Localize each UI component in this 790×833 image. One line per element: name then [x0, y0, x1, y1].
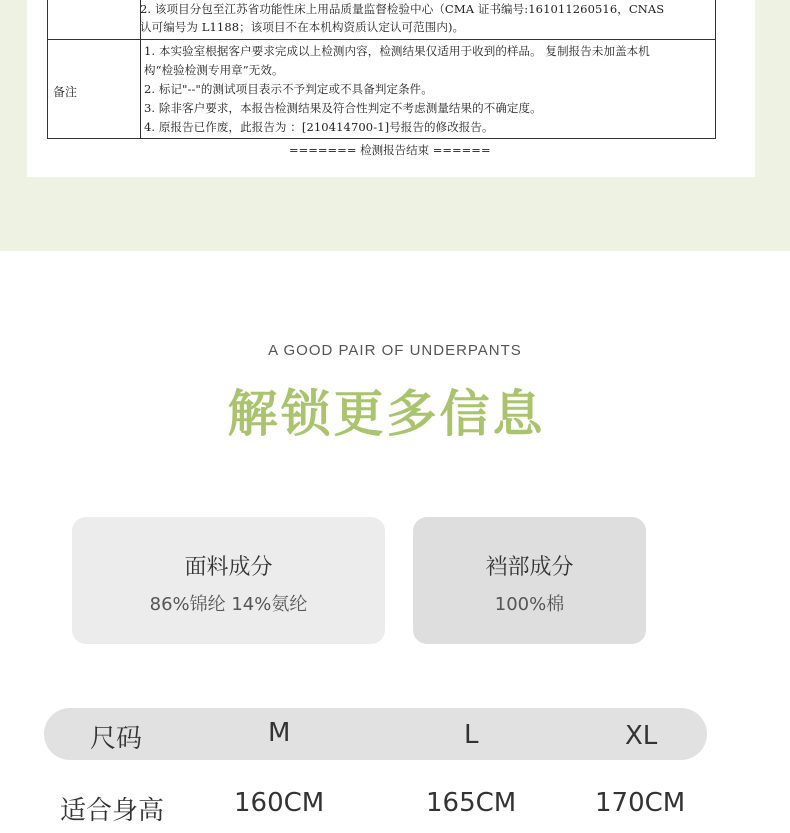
size-header-l: L [464, 720, 479, 750]
crotch-composition-value: 100%棉 [494, 594, 565, 615]
fabric-composition-card [72, 517, 385, 644]
remark-line-1b: 构“检验检测专用章”无效。 [144, 63, 284, 77]
report-label-column [48, 0, 141, 138]
remarks-label: 备注 [53, 85, 78, 99]
size-header-xl: XL [625, 721, 658, 751]
report-line-subcontract: 2. 该项目分包至江苏省功能性床上用品质量监督检验中心（CMA 证书编号:161011260516，CNAS [140, 2, 665, 16]
remark-line-1: 1. 本实验室根据客户要求完成以上检测内容，检测结果仅适用于收到的样品。 复制报告未加盖本机 [144, 44, 650, 58]
report-line-accreditation: 认可编号为 L1188；该项目不在本机构资质认定认可范围内)。 [140, 20, 465, 34]
fabric-composition-title: 面料成分 [184, 555, 273, 580]
crotch-composition-title: 裆部成分 [485, 555, 574, 580]
crotch-composition-card [413, 517, 646, 644]
size-table-header [44, 708, 707, 760]
report-band [0, 0, 790, 251]
remark-line-2: 2. 标记"--"的测试项目表示不予判定或不具备判定条件。 [144, 82, 433, 96]
section-subtitle: A GOOD PAIR OF UNDERPANTS [268, 342, 522, 359]
height-xl: 170CM [595, 788, 686, 818]
fabric-composition-value: 86%锦纶 14%氨纶 [149, 594, 308, 615]
section-title: 解锁更多信息 [227, 385, 546, 443]
report-row-divider [48, 39, 715, 40]
height-row-label: 适合身高 [60, 796, 165, 826]
size-header-label: 尺码 [90, 724, 143, 754]
height-m: 160CM [234, 788, 325, 818]
remark-line-4: 4. 原报告已作废，此报告为 ：[210414700-1]号报告的修改报告。 [144, 120, 494, 134]
size-header-m: M [268, 718, 291, 748]
remark-line-3: 3. 除非客户要求，本报告检测结果及符合性判定不考虑测量结果的不确定度。 [144, 101, 542, 115]
report-end-marker: ======= 检测报告结束 ====== [289, 143, 491, 157]
height-l: 165CM [426, 788, 517, 818]
test-report-image [27, 0, 755, 177]
